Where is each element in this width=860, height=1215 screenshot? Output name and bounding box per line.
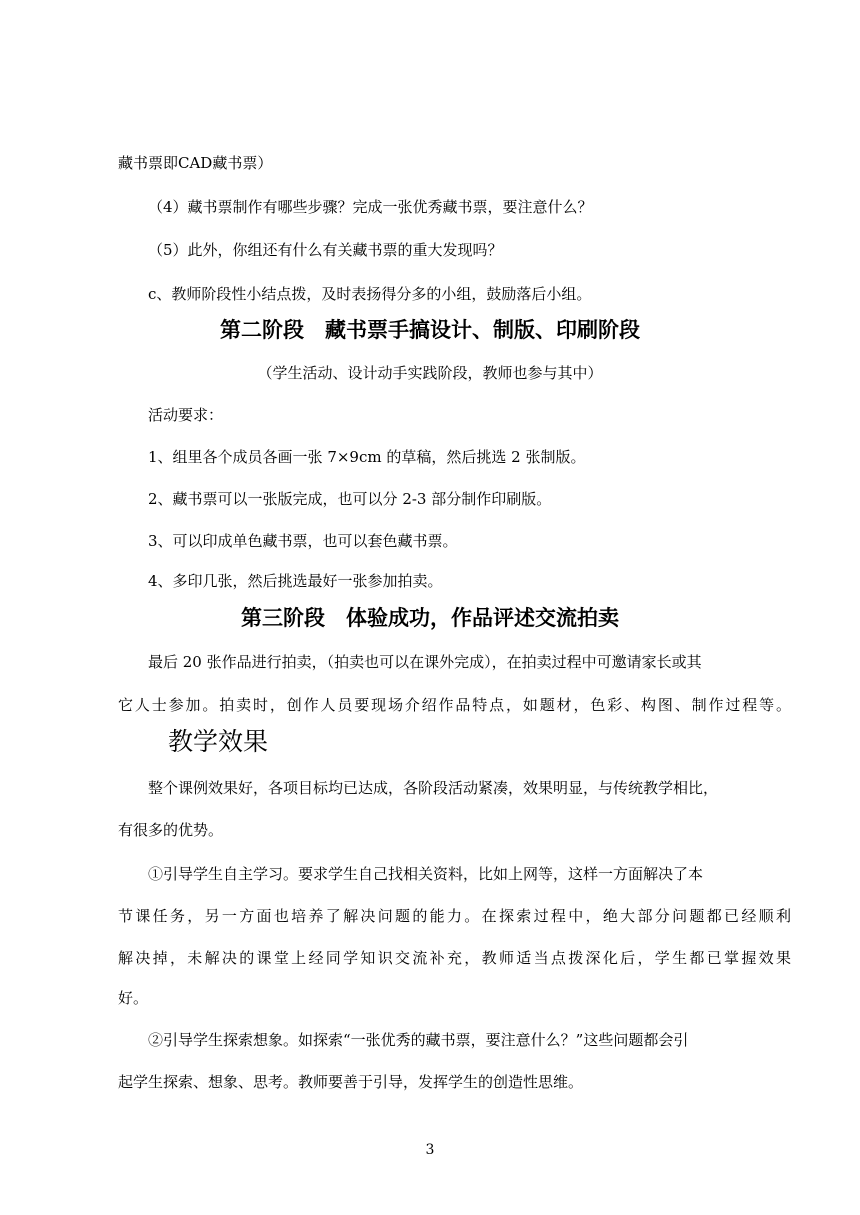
page-number: 3	[425, 1142, 435, 1158]
section-heading-stage3: 第三阶段 体验成功，作品评述交流拍卖	[241, 606, 619, 630]
text-line: c、教师阶段性小结点拨，及时表扬得分多的小组，鼓励落后小组。	[148, 285, 592, 303]
activity-requirements-label: 活动要求：	[148, 406, 224, 424]
paragraph-line: 有很多的优势。	[118, 821, 224, 839]
text-line: （4）藏书票制作有哪些步骤？完成一张优秀藏书票，要注意什么？	[148, 198, 593, 216]
paragraph-line: 好。	[118, 989, 149, 1007]
paragraph-line: 整个课例效果好，各项目标均已达成，各阶段活动紧凑，效果明显，与传统教学相比，	[148, 779, 719, 797]
section-heading-stage2: 第二阶段 藏书票手搞设计、制版、印刷阶段	[220, 318, 640, 342]
paragraph-line: 解决掉，未解决的课堂上经同学知识交流补充，教师适当点拨深化后，学生都已掌握效果	[118, 949, 791, 967]
section-heading-effect: 教学效果	[168, 727, 269, 756]
paragraph-line: 最后 20 张作品进行拍卖，（拍卖也可以在课外完成），在拍卖过程中可邀请家长或其	[148, 653, 702, 671]
list-item: 4、多印几张，然后挑选最好一张参加拍卖。	[148, 572, 443, 590]
section-subtitle: （学生活动、设计动手实践阶段，教师也参与其中）	[257, 364, 603, 382]
paragraph-line: 起学生探索、想象、思考。教师要善于引导，发挥学生的创造性思维。	[118, 1073, 584, 1091]
paragraph-line: 节课任务，另一方面也培养了解决问题的能力。在探索过程中，绝大部分问题都已经顺利	[118, 907, 791, 925]
list-item: 1、组里各个成员各画一张 7×9cm 的草稿，然后挑选 2 张制版。	[148, 448, 586, 466]
paragraph-line: ②引导学生探索想象。如探索“一张优秀的藏书票，要注意什么？”这些问题都会引	[148, 1031, 689, 1049]
list-item: 2、藏书票可以一张版完成，也可以分 2-3 部分制作印刷版。	[148, 490, 552, 508]
text-line: （5）此外，你组还有什么有关藏书票的重大发现吗？	[148, 241, 503, 259]
paragraph-line: ①引导学生自主学习。要求学生自己找相关资料，比如上网等，这样一方面解决了本	[148, 865, 704, 883]
list-item: 3、可以印成单色藏书票，也可以套色藏书票。	[148, 532, 458, 550]
text-line: 藏书票即CAD藏书票）	[118, 154, 273, 172]
paragraph-line: 它人士参加。拍卖时，创作人员要现场介绍作品特点，如题材，色彩、构图、制作过程等。	[118, 696, 791, 714]
